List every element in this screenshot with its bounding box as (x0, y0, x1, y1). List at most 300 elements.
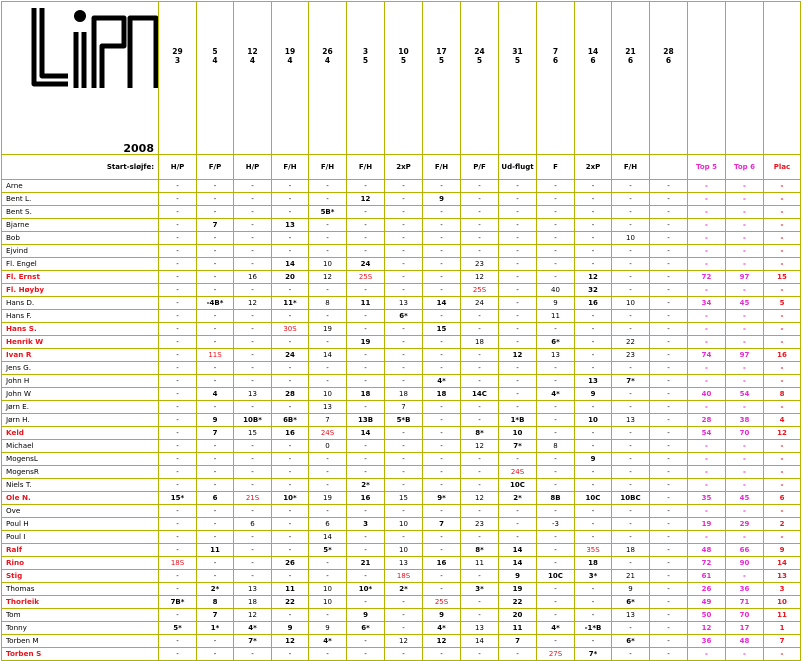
score-cell: - (309, 479, 347, 492)
summary-cell: - (764, 453, 801, 466)
score-cell: - (650, 609, 688, 622)
summary-cell: - (764, 232, 801, 245)
score-cell: 5* (309, 544, 347, 557)
score-cell: - (159, 466, 197, 479)
start-label: Start-sløjfe: (2, 155, 159, 180)
score-cell: - (309, 570, 347, 583)
score-cell: - (347, 531, 385, 544)
score-cell: - (423, 440, 461, 453)
score-cell: 7 (197, 219, 234, 232)
score-cell: - (499, 271, 537, 284)
score-cell: - (309, 219, 347, 232)
summary-cell: - (726, 453, 764, 466)
player-name: Thomas (2, 583, 159, 596)
summary-cell: - (764, 479, 801, 492)
score-cell: 22 (612, 336, 650, 349)
score-cell: 4* (423, 622, 461, 635)
score-cell: 7B* (159, 596, 197, 609)
date-header: 31 5 (499, 2, 537, 155)
score-cell: - (537, 206, 575, 219)
score-cell: - (575, 583, 612, 596)
score-cell: 12 (461, 440, 499, 453)
score-cell: - (385, 284, 423, 297)
score-cell: - (612, 518, 650, 531)
score-cell: - (272, 544, 309, 557)
score-cell: - (197, 206, 234, 219)
score-cell: - (347, 544, 385, 557)
score-cell: - (272, 232, 309, 245)
score-cell: - (385, 258, 423, 271)
table-row (2, 401, 801, 414)
score-cell: - (537, 609, 575, 622)
summary-cell: 29 (726, 518, 764, 531)
score-cell: - (461, 648, 499, 661)
summary-cell: - (688, 310, 726, 323)
score-cell: - (423, 180, 461, 193)
score-cell: 10C (537, 570, 575, 583)
score-cell: - (385, 505, 423, 518)
score-cell: 24S (309, 427, 347, 440)
score-cell: - (461, 596, 499, 609)
score-cell: 12 (309, 271, 347, 284)
score-cell: 23 (612, 349, 650, 362)
score-cell: 3* (461, 583, 499, 596)
summary-cell: - (688, 219, 726, 232)
score-cell: - (234, 648, 272, 661)
score-cell: - (309, 362, 347, 375)
score-cell: - (159, 635, 197, 648)
score-cell: - (499, 245, 537, 258)
score-cell: 18 (347, 388, 385, 401)
score-cell: - (461, 180, 499, 193)
summary-cell: - (764, 648, 801, 661)
score-cell: 4* (537, 388, 575, 401)
summary-cell: - (688, 401, 726, 414)
score-cell: - (272, 648, 309, 661)
player-name: Ole N. (2, 492, 159, 505)
player-name: Bent S. (2, 206, 159, 219)
score-cell: - (575, 401, 612, 414)
score-cell: - (423, 570, 461, 583)
score-cell: - (499, 375, 537, 388)
score-cell: - (650, 479, 688, 492)
summary-cell: - (688, 284, 726, 297)
summary-cell: 19 (688, 518, 726, 531)
summary-cell: 54 (726, 388, 764, 401)
score-cell: - (385, 362, 423, 375)
player-name: Henrik W (2, 336, 159, 349)
score-cell: - (575, 609, 612, 622)
table-row (2, 284, 801, 297)
score-cell: - (197, 635, 234, 648)
score-cell: - (612, 401, 650, 414)
player-name: Thorleik (2, 596, 159, 609)
table-row (2, 297, 801, 310)
summary-cell: - (726, 206, 764, 219)
score-cell: - (537, 180, 575, 193)
score-cell: - (650, 375, 688, 388)
score-cell: - (423, 466, 461, 479)
score-cell: - (347, 401, 385, 414)
score-cell: 15* (159, 492, 197, 505)
score-cell: - (461, 479, 499, 492)
score-cell: - (461, 232, 499, 245)
score-cell: - (650, 622, 688, 635)
score-cell: - (234, 466, 272, 479)
score-cell: 14C (461, 388, 499, 401)
score-cell: - (499, 648, 537, 661)
score-cell: - (385, 427, 423, 440)
score-cell: - (159, 375, 197, 388)
score-cell: 9 (423, 609, 461, 622)
score-cell: 8 (537, 440, 575, 453)
table-row (2, 414, 801, 427)
score-cell: - (650, 440, 688, 453)
score-cell: - (423, 219, 461, 232)
score-cell: - (234, 336, 272, 349)
summary-cell: 97 (726, 349, 764, 362)
score-cell: 5* (159, 622, 197, 635)
score-cell: - (197, 505, 234, 518)
summary-cell: - (688, 466, 726, 479)
score-cell: - (159, 323, 197, 336)
score-cell: - (612, 323, 650, 336)
score-cell: 2* (385, 583, 423, 596)
score-cell: 22 (272, 596, 309, 609)
score-cell: - (234, 557, 272, 570)
score-cell: - (309, 453, 347, 466)
summary-cell: - (764, 336, 801, 349)
score-cell: 9 (423, 193, 461, 206)
score-cell: - (159, 388, 197, 401)
score-cell: 20 (499, 609, 537, 622)
score-cell: - (612, 284, 650, 297)
table-row (2, 427, 801, 440)
score-cell: 2* (499, 492, 537, 505)
score-cell: - (461, 362, 499, 375)
score-cell: - (575, 362, 612, 375)
player-name: Ralf (2, 544, 159, 557)
score-cell: 11 (347, 297, 385, 310)
summary-cell: 13 (764, 570, 801, 583)
score-cell: - (575, 258, 612, 271)
score-cell: - (385, 245, 423, 258)
score-cell: - (499, 180, 537, 193)
score-cell: - (197, 245, 234, 258)
score-cell: - (234, 479, 272, 492)
summary-cell: - (764, 375, 801, 388)
score-cell: - (159, 336, 197, 349)
score-cell: - (159, 440, 197, 453)
score-cell: - (347, 648, 385, 661)
table-row (2, 583, 801, 596)
score-cell: 12 (234, 297, 272, 310)
score-cell: 0 (309, 440, 347, 453)
summary-cell: - (688, 505, 726, 518)
summary-cell: - (726, 570, 764, 583)
summary-cell: 10 (764, 596, 801, 609)
score-cell: - (537, 258, 575, 271)
score-cell: - (159, 297, 197, 310)
table-row (2, 544, 801, 557)
summary-cell: - (688, 193, 726, 206)
table-row (2, 245, 801, 258)
score-cell: 14 (272, 258, 309, 271)
score-cell: - (159, 505, 197, 518)
score-cell: - (272, 453, 309, 466)
table-row (2, 570, 801, 583)
player-name: Ejvind (2, 245, 159, 258)
score-cell: 10 (385, 518, 423, 531)
score-cell: 11S (197, 349, 234, 362)
score-cell: 9 (499, 570, 537, 583)
player-name: Keld (2, 427, 159, 440)
score-cell: 12 (461, 271, 499, 284)
score-cell: - (197, 557, 234, 570)
score-cell: - (423, 336, 461, 349)
score-cell: - (423, 271, 461, 284)
score-cell: 4* (234, 622, 272, 635)
score-cell: 10 (575, 414, 612, 427)
date-header: 5 4 (197, 2, 234, 155)
score-cell: - (499, 193, 537, 206)
score-cell: - (650, 310, 688, 323)
score-cell: - (272, 570, 309, 583)
score-cell: - (575, 180, 612, 193)
score-cell: 15 (385, 492, 423, 505)
score-cell: - (499, 336, 537, 349)
score-cell: 11* (272, 297, 309, 310)
player-name: Hans S. (2, 323, 159, 336)
score-cell: - (197, 453, 234, 466)
score-cell: 3 (347, 518, 385, 531)
score-cell: - (309, 375, 347, 388)
score-cell: - (423, 245, 461, 258)
summary-cell: - (726, 531, 764, 544)
score-cell: - (272, 193, 309, 206)
score-cell: - (423, 310, 461, 323)
score-cell: - (159, 453, 197, 466)
start-type: H/P (159, 155, 197, 180)
score-cell: -4B* (197, 297, 234, 310)
score-cell: 10 (612, 297, 650, 310)
start-type: F/H (347, 155, 385, 180)
score-cell: - (234, 232, 272, 245)
date-header: 21 6 (612, 2, 650, 155)
score-cell: 19 (499, 583, 537, 596)
score-cell: 23 (461, 518, 499, 531)
summary-cell: - (688, 258, 726, 271)
score-cell: - (650, 297, 688, 310)
score-cell: - (309, 557, 347, 570)
summary-cell: 71 (726, 596, 764, 609)
player-name: Poul I (2, 531, 159, 544)
summary-cell: - (688, 479, 726, 492)
score-cell: - (650, 206, 688, 219)
score-cell: - (650, 271, 688, 284)
score-cell: - (537, 414, 575, 427)
score-cell: 6B* (272, 414, 309, 427)
score-cell: - (347, 349, 385, 362)
score-cell: - (159, 310, 197, 323)
score-cell: - (499, 258, 537, 271)
score-cell: 5*B (385, 414, 423, 427)
score-cell: - (272, 284, 309, 297)
score-cell: 13 (612, 609, 650, 622)
score-cell: 8* (461, 427, 499, 440)
table-row (2, 362, 801, 375)
score-cell: - (650, 349, 688, 362)
start-type: F/H (272, 155, 309, 180)
score-cell: 21 (347, 557, 385, 570)
score-cell: 21S (234, 492, 272, 505)
score-cell: - (234, 219, 272, 232)
summary-cell: 16 (764, 349, 801, 362)
summary-cell: - (726, 336, 764, 349)
summary-cell: 14 (764, 557, 801, 570)
score-cell: - (650, 453, 688, 466)
score-cell: - (461, 505, 499, 518)
score-cell: - (197, 570, 234, 583)
table-row (2, 271, 801, 284)
player-name: Jørn H. (2, 414, 159, 427)
score-cell: - (612, 531, 650, 544)
score-cell: - (385, 466, 423, 479)
score-cell: - (197, 362, 234, 375)
summary-cell: 1 (764, 622, 801, 635)
score-cell: - (385, 622, 423, 635)
score-cell: - (650, 219, 688, 232)
score-cell: - (575, 193, 612, 206)
score-cell: - (499, 323, 537, 336)
table-row (2, 258, 801, 271)
score-cell: - (272, 609, 309, 622)
score-cell: - (499, 297, 537, 310)
score-cell: 7 (423, 518, 461, 531)
table-row (2, 596, 801, 609)
score-cell: - (159, 479, 197, 492)
score-cell: - (234, 375, 272, 388)
score-cell: - (575, 310, 612, 323)
score-cell: 10 (385, 544, 423, 557)
score-cell: - (650, 258, 688, 271)
score-cell: 10 (499, 427, 537, 440)
summary-cell: - (726, 258, 764, 271)
score-cell: - (612, 648, 650, 661)
summary-cell: - (764, 219, 801, 232)
summary-cell: - (764, 258, 801, 271)
score-cell: - (159, 349, 197, 362)
score-cell: - (423, 453, 461, 466)
score-cell: - (575, 427, 612, 440)
score-cell: - (537, 427, 575, 440)
player-name: Michael (2, 440, 159, 453)
logo-year: 2008 (123, 142, 154, 155)
score-cell: - (272, 479, 309, 492)
score-cell: - (159, 570, 197, 583)
score-cell: 16 (423, 557, 461, 570)
score-cell: - (385, 336, 423, 349)
score-cell: 18S (385, 570, 423, 583)
summary-cell: 34 (688, 297, 726, 310)
summary-cell: 7 (764, 635, 801, 648)
score-cell: - (461, 609, 499, 622)
summary-cell: - (764, 466, 801, 479)
summary-cell: - (726, 310, 764, 323)
score-cell: 8* (461, 544, 499, 557)
score-cell: - (537, 453, 575, 466)
score-cell: 12 (461, 492, 499, 505)
score-cell: 16 (347, 492, 385, 505)
table-row (2, 336, 801, 349)
start-type (650, 155, 688, 180)
score-cell: - (423, 414, 461, 427)
score-cell: - (234, 362, 272, 375)
score-cell: - (537, 531, 575, 544)
summary-cell: 70 (726, 427, 764, 440)
score-cell: - (234, 206, 272, 219)
score-cell: 7 (385, 401, 423, 414)
score-cell: - (650, 427, 688, 440)
date-header: 12 4 (234, 2, 272, 155)
score-cell: - (159, 284, 197, 297)
lipo-logo (28, 4, 159, 94)
score-cell: - (197, 271, 234, 284)
summary-cell: - (726, 375, 764, 388)
score-cell: - (575, 232, 612, 245)
score-cell: - (537, 557, 575, 570)
score-cell: - (575, 479, 612, 492)
score-cell: - (537, 193, 575, 206)
score-cell: - (159, 193, 197, 206)
score-cell: - (612, 310, 650, 323)
score-cell: 11 (461, 557, 499, 570)
date-header: 3 5 (347, 2, 385, 155)
score-cell: 10C (499, 479, 537, 492)
score-cell: - (159, 531, 197, 544)
score-cell: - (347, 596, 385, 609)
summary-cell: - (726, 284, 764, 297)
score-cell: - (197, 180, 234, 193)
score-cell: - (197, 531, 234, 544)
score-cell: - (650, 557, 688, 570)
score-cell: - (499, 219, 537, 232)
score-cell: 12 (575, 271, 612, 284)
table-row (2, 492, 801, 505)
score-cell: - (234, 505, 272, 518)
start-type: F/H (423, 155, 461, 180)
score-cell: 32 (575, 284, 612, 297)
score-cell: - (385, 453, 423, 466)
score-cell: 10 (309, 258, 347, 271)
score-cell: 18S (159, 557, 197, 570)
summary-cell: 36 (688, 635, 726, 648)
player-name: Jørn E. (2, 401, 159, 414)
score-cell: - (575, 596, 612, 609)
score-cell: - (575, 440, 612, 453)
summary-cell: 35 (688, 492, 726, 505)
score-cell: 18 (575, 557, 612, 570)
score-cell: - (575, 245, 612, 258)
score-cell: - (347, 505, 385, 518)
score-cell: 10 (309, 596, 347, 609)
summary-cell: - (688, 180, 726, 193)
summary-cell: - (726, 180, 764, 193)
summary-header (688, 2, 726, 155)
score-cell: 14 (309, 349, 347, 362)
score-cell: 12 (272, 635, 309, 648)
score-cell: 3* (575, 570, 612, 583)
